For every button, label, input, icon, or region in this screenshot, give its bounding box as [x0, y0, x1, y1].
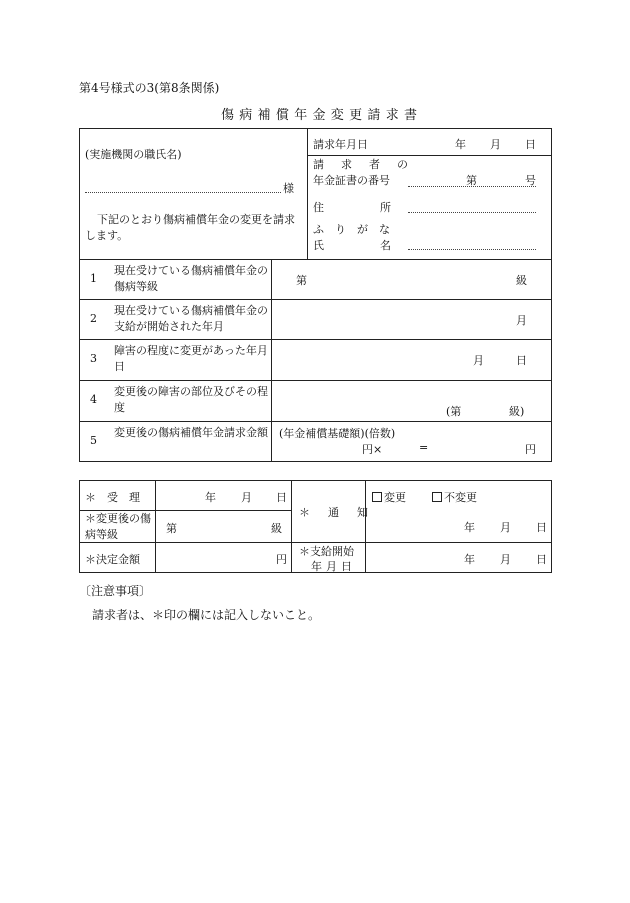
start-month: 月: [500, 553, 511, 566]
notice-day: 日: [536, 521, 547, 534]
notice-year: 年: [464, 521, 475, 534]
request-day: 日: [525, 138, 536, 151]
item-4-grade-close: 級): [509, 405, 525, 418]
item-5-label: 変更後の傷病補償年金請求金額: [114, 426, 268, 439]
item-3-month: 月: [473, 354, 484, 367]
name-label: 氏名: [313, 239, 447, 252]
address-label: 住所: [313, 201, 447, 214]
change-checkbox[interactable]: [372, 492, 382, 502]
item-2-number: 2: [90, 312, 97, 325]
item-3-day: 日: [516, 354, 527, 367]
receipt-year: 年: [205, 491, 216, 504]
request-year: 年: [455, 138, 466, 151]
certificate-dai: 第: [466, 174, 477, 187]
decision-amount-yen: 円: [276, 553, 287, 566]
change-option[interactable]: 変更: [372, 489, 406, 505]
item-2-month: 月: [516, 314, 527, 327]
form-title: 傷病補償年金変更請求書: [221, 108, 423, 123]
item-1-kyu: 級: [516, 274, 527, 287]
decision-amount-label: ＊決定金額: [85, 553, 140, 566]
item-1-dai: 第: [296, 274, 307, 287]
item-5-equals: =: [419, 441, 429, 454]
start-day: 日: [536, 553, 547, 566]
claimant-label-1: 請求者の: [313, 158, 425, 171]
request-month: 月: [490, 138, 501, 151]
no-change-option[interactable]: 不変更: [432, 489, 477, 505]
receipt-month: 月: [241, 491, 252, 504]
item-5-yen-times: 円×: [362, 443, 383, 456]
form-number: 第4号様式の3(第8条関係): [79, 81, 220, 95]
item-4-number: 4: [90, 393, 97, 406]
sama-label: 様: [283, 182, 294, 195]
item-1-number: 1: [90, 272, 97, 285]
notice-label: ＊通知: [299, 506, 386, 519]
item-3-number: 3: [90, 352, 97, 365]
no-change-checkbox[interactable]: [432, 492, 442, 502]
item-5-formula-head: (年金補償基礎額)(倍数): [279, 427, 396, 440]
item-1-label: 現在受けている傷病補償年金の傷病等級: [114, 264, 268, 293]
name-field[interactable]: [408, 249, 536, 250]
item-4-label: 変更後の障害の部位及びその程度: [114, 385, 268, 414]
notes-heading: 〔注意事項〕: [79, 584, 152, 598]
agency-label: (実施機関の職氏名): [85, 148, 182, 161]
item-5-yen: 円: [525, 443, 536, 456]
receipt-day: 日: [276, 491, 287, 504]
request-text: 下記のとおり傷病補償年金の変更を請求します。: [85, 213, 295, 242]
notice-month: 月: [500, 521, 511, 534]
certificate-go: 号: [525, 174, 536, 187]
item-4-grade-open: (第: [446, 405, 462, 418]
start-year: 年: [464, 553, 475, 566]
changed-grade-label: ＊変更後の傷病等級: [85, 512, 151, 541]
changed-grade-dai: 第: [166, 522, 177, 535]
address-field[interactable]: [408, 212, 536, 213]
receipt-label: ＊受理: [85, 491, 151, 504]
item-3-label: 障害の程度に変更があった年月日: [114, 344, 268, 373]
notes-text: 請求者は、＊印の欄には記入しないこと。: [92, 608, 321, 622]
furigana-label: ふりがな: [313, 223, 401, 236]
claimant-label-2: 年金証書の番号: [313, 174, 390, 187]
changed-grade-kyu: 級: [271, 522, 282, 535]
request-date-label: 請求年月日: [313, 138, 368, 151]
item-5-number: 5: [90, 434, 97, 447]
start-label-1: ＊支給開始: [299, 545, 354, 558]
start-label-2: 年月日: [311, 560, 356, 573]
agency-name-field[interactable]: [85, 192, 281, 193]
item-2-label: 現在受けている傷病補償年金の支給が開始された年月: [114, 304, 268, 333]
